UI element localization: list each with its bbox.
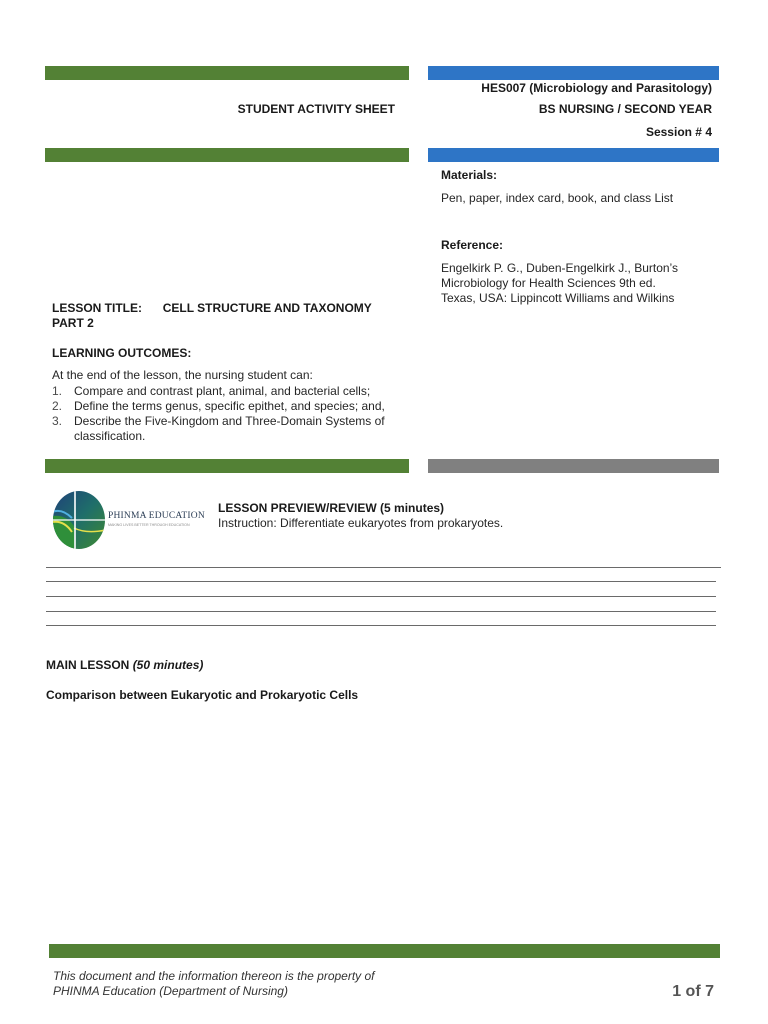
header-bar-right-top — [428, 66, 719, 80]
footer-bar — [49, 944, 720, 958]
page-number: 1 of 7 — [672, 983, 714, 1000]
lesson-title-label: LESSON TITLE: — [52, 301, 142, 315]
materials-label: Materials: — [441, 168, 498, 182]
header-bar-right-bottom — [428, 148, 719, 162]
sheet-title: STUDENT ACTIVITY SHEET — [237, 102, 395, 116]
lesson-title — [52, 301, 412, 331]
outcome-item: 2. Define the terms genus, specific epithet, and species; and, — [52, 399, 385, 413]
lesson-title-part: PART 2 — [52, 316, 94, 330]
footer-note-line: This document and the information thereon is the property of — [53, 969, 375, 983]
course-title: HES007 (Microbiology and Parasitology) — [481, 81, 712, 95]
section-bar-left — [45, 459, 409, 473]
logo-tagline: MAKING LIVES BETTER THROUGH EDUCATION — [108, 523, 190, 527]
main-lesson-subheading: Comparison between Eukaryotic and Prokaryotic Cells — [46, 688, 359, 702]
main-lesson-heading — [46, 658, 203, 673]
outcome-item: 3. Describe the Five-Kingdom and Three-Domain Systems of classification. — [52, 414, 385, 443]
reference-text — [441, 261, 678, 306]
session-number: Session # 4 — [645, 125, 712, 139]
main-lesson-duration: (50 minutes) — [132, 658, 204, 672]
answer-line[interactable] — [46, 596, 716, 597]
reference-line: Microbiology for Health Sciences 9th ed. — [441, 276, 656, 290]
footer-note — [53, 969, 375, 999]
logo-name: PHINMA EDUCATION — [108, 511, 205, 521]
answer-line[interactable] — [46, 625, 716, 626]
section-bar-right — [428, 459, 719, 473]
answer-line[interactable] — [46, 581, 716, 582]
answer-line[interactable] — [46, 567, 721, 568]
main-lesson-label: MAIN LESSON — [46, 658, 130, 672]
program-year: BS NURSING / SECOND YEAR — [538, 102, 712, 116]
reference-line: Texas, USA: Lippincott Williams and Wilkins — [441, 291, 675, 305]
phinma-globe-icon — [52, 490, 106, 550]
learning-outcomes-heading: LEARNING OUTCOMES: — [52, 346, 192, 360]
learning-outcomes-intro: At the end of the lesson, the nursing student can: — [52, 368, 313, 382]
lesson-preview-heading: LESSON PREVIEW/REVIEW (5 minutes) — [218, 501, 445, 515]
learning-outcomes-list — [52, 384, 412, 444]
materials-text: Pen, paper, index card, book, and class List — [441, 191, 674, 205]
header-bar-left-bottom — [45, 148, 409, 162]
reference-line: Engelkirk P. G., Duben-Engelkirk J., Burton’s — [441, 261, 678, 275]
reference-label: Reference: — [441, 238, 504, 252]
phinma-logo — [52, 490, 212, 552]
lesson-title-value: CELL STRUCTURE AND TAXONOMY — [162, 301, 372, 315]
footer-note-line: PHINMA Education (Department of Nursing) — [53, 984, 288, 998]
answer-line[interactable] — [46, 611, 716, 612]
header-bar-left-top — [45, 66, 409, 80]
lesson-preview-instruction: Instruction: Differentiate eukaryotes from prokaryotes. — [218, 516, 504, 530]
outcome-item: 1. Compare and contrast plant, animal, and bacterial cells; — [52, 384, 371, 398]
